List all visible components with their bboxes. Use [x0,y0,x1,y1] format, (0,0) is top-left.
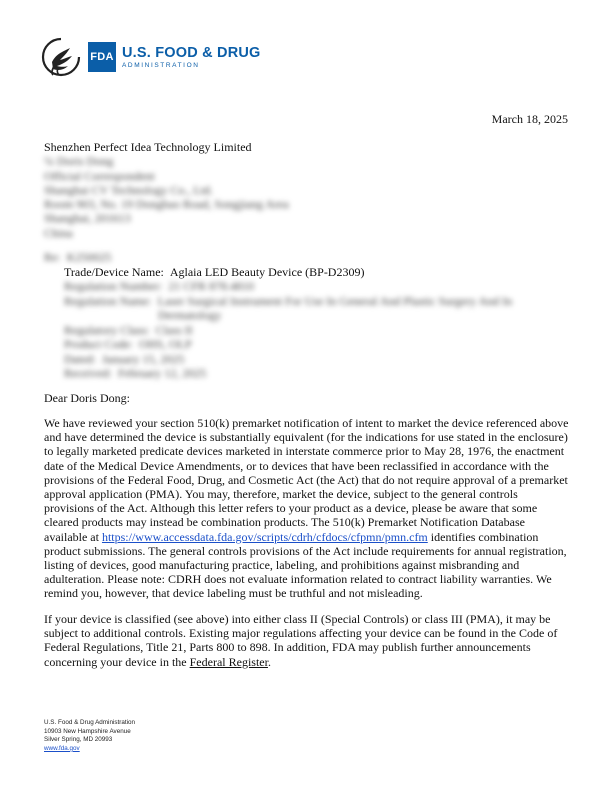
regulation-name-value: Laser Surgical Instrument For Use In General And Plastic Surgery And In [157,293,513,308]
footer-address [44,719,135,753]
footer-street: 10903 New Hampshire Avenue [44,727,131,735]
regulatory-class-value: Class II [155,322,193,337]
dated-row [44,352,564,367]
p2-text-a: If your device is classified (see above) into either class II (Special Controls) or class III (PMA), it may be subject to additional controls. Existing major regulations affecting your device can be found in the Code of Federal Regulations, Title 21, Parts 800 to 898. In addition, FDA may publish further announcements concerning your device in the [44,612,558,669]
re-prefix: Re: [44,250,61,264]
hhs-eagle-logo-icon [40,36,82,78]
federal-register-link[interactable]: Federal Register [189,654,268,669]
salutation: Dear Doris Dong: [44,391,130,405]
fda-logo-box: FDA [88,42,116,72]
received-label: Received: [64,366,112,380]
regulation-name-row [44,294,564,309]
regulatory-class-row [44,323,564,338]
p1-text-b: identifies combination product submissions. The general controls provisions of the Act include requirements for annual registration, listing of devices, good manufacturing practice, labeling, and prohibitions against misbranding and adulteration. Please note: CDRH does not evaluate information related to contract liability warranties. We remind you, however, that device labeling must be truthful and not misleading. [44,529,567,601]
agency-name: U.S. FOOD & DRUG [122,44,261,61]
regulation-number-value: 21 CFR 878.4810 [168,279,255,293]
agency-subtitle: ADMINISTRATION [122,61,200,69]
recipient-address [44,140,289,240]
recipient-contact: ℅ Doris Dong [44,154,114,169]
recipient-street: Room 903, No. 19 Dongbao Road, Songjiang Area [44,197,289,212]
recipient-city: Shanghai, 201613 [44,211,131,226]
received-row [44,366,564,381]
dated-label: Dated: [64,351,96,366]
recipient-title: Official Correspondent [44,168,155,183]
re-number: K250025 [66,250,112,264]
regulation-name-label: Regulation Name: [64,293,152,308]
letterhead [40,36,261,78]
p1-text-a: We have reviewed your section 510(k) premarket notification of intent to market the device referenced above and have determined the device is substantially equivalent (for the indications for use stated in the enclosure) to legally marketed predicate devices marketed in interstate commerce prior to May 28, 1976, the enactment date of the Medical Device Amendments, or to devices that have been reclassified in accordance with the provisions of the Federal Food, Drug, and Cosmetic Act (the Act) that do not require approval of a premarket approval application (PMA). You may, therefore, market the device, subject to the general controls provisions of the Act. Although this letter refers to your product as a device, please be aware that some cleared products may instead be combination products. The 510(k) Premarket Notification Database available at [44,416,569,544]
product-code-label: Product Code: [64,337,133,351]
product-code-value: OHS, OLP [139,337,192,351]
footer-agency: U.S. Food & Drug Administration [44,719,135,726]
body-paragraph-1 [44,416,570,601]
trade-name-label: Trade/Device Name: [64,264,164,279]
fda-logo [88,42,261,72]
regulation-name-continued: Dermatology [158,308,222,322]
regulatory-class-label: Regulatory Class: [64,322,150,337]
recipient-firm: Shanghai CV Technology Co., Ltd. [44,182,214,197]
letter-date: March 18, 2025 [491,112,568,126]
body-paragraph-2 [44,612,570,669]
pmn-database-link[interactable]: https://www.accessdata.fda.gov/scripts/cdrh/cfdocs/cfpmn/pmn.cfm [101,529,428,544]
p2-text-b: . [267,654,271,669]
product-code-row [44,337,564,352]
recipient-country: China [44,225,73,240]
dated-value: January 15, 2025 [102,351,185,366]
footer-website-link[interactable]: www.fda.gov [44,744,80,752]
received-value: February 12, 2025 [117,366,207,380]
recipient-company: Shenzhen Perfect Idea Technology Limited [44,140,252,154]
re-line [44,250,564,265]
reference-block [44,250,564,381]
footer-city: Silver Spring, MD 20993 [44,736,113,744]
regulation-number-label: Regulation Number: [64,279,163,293]
trade-name-row [44,265,564,280]
trade-name-value: Aglaia LED Beauty Device (BP-D2309) [169,264,365,279]
regulation-number-row [44,279,564,294]
